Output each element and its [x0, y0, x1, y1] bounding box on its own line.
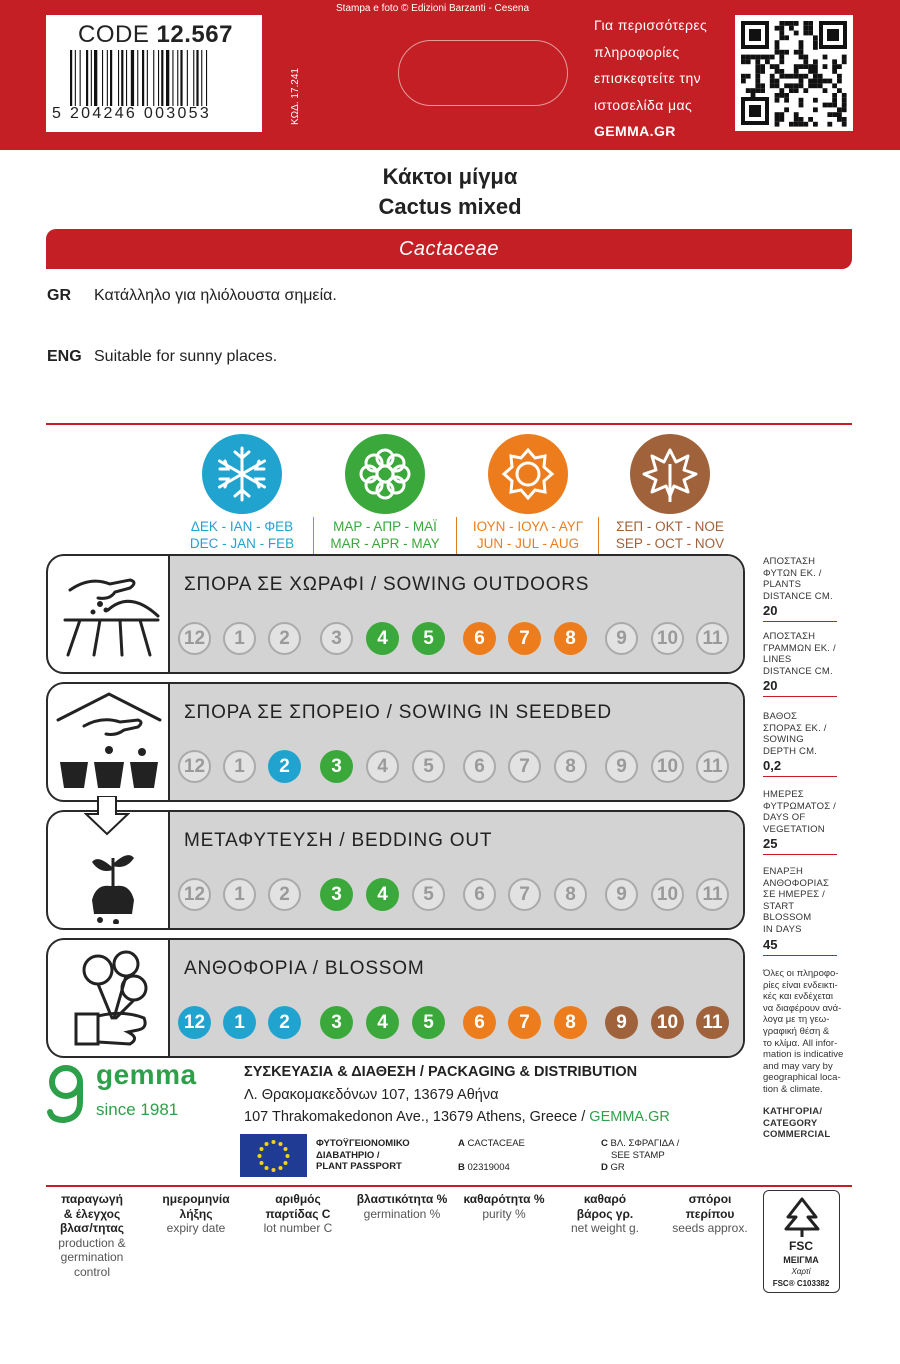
month-6: 6	[463, 622, 496, 655]
month-9: 9	[605, 622, 638, 655]
side-divider	[763, 696, 837, 697]
month-5: 5	[412, 1006, 445, 1039]
month-11: 11	[696, 878, 729, 911]
row-label: ΑΝΘΟΦΟΡΙΑ / BLOSSOM	[184, 958, 425, 979]
month-3: 3	[320, 878, 353, 911]
seedbed-icon	[54, 690, 164, 796]
month-5: 5	[412, 750, 445, 783]
side-info-value: 20	[763, 678, 778, 694]
month-9: 9	[605, 750, 638, 783]
blossom-icon	[68, 948, 158, 1052]
info-text: Για περισσότερες πληροφορίες επισκεφτείτε την ιστοσελίδα μας GEMMA.GR	[594, 17, 708, 139]
barcode	[70, 50, 256, 106]
side-info-value: 45	[763, 936, 778, 952]
month-6: 6	[463, 750, 496, 783]
sun-icon	[488, 434, 568, 514]
side-info-label: ΑΠΟΣΤΑΣΗ ΦΥΤΩΝ ΕΚ. / PLANTS DISTANCE CM.	[763, 556, 833, 602]
month-11: 11	[696, 750, 729, 783]
month-3: 3	[320, 1006, 353, 1039]
season-divider	[598, 517, 599, 557]
month-8: 8	[554, 750, 587, 783]
fine-print: Όλες οι πληροφο- ρίες είναι ενδεικτι- κές και ενδέχεται να διαφέρουν ανά- λογα με τη γεω- γραφική θέση & το κλίμα. All infor- mation is indicative and may vary by geographical loca- tion & climate.	[763, 968, 844, 1095]
qr-code[interactable]	[735, 15, 853, 131]
brand-since: since 1981	[96, 1100, 179, 1119]
side-divider	[763, 621, 837, 622]
month-1: 1	[223, 1006, 256, 1039]
row-label: ΜΕΤΑΦΥΤΕΥΣΗ / BEDDING OUT	[184, 830, 493, 851]
side-divider	[763, 955, 837, 956]
month-4: 4	[366, 750, 399, 783]
divider	[46, 1185, 852, 1187]
month-9: 9	[605, 1006, 638, 1039]
bottom-field: αριθμός παρτίδας C lot number C	[263, 1192, 333, 1235]
month-7: 7	[508, 750, 541, 783]
snowflake-icon	[202, 434, 282, 514]
side-divider	[763, 854, 837, 855]
row-sowing-seedbed	[46, 682, 745, 802]
month-8: 8	[554, 622, 587, 655]
season-divider	[313, 517, 314, 557]
flower-icon	[345, 434, 425, 514]
bottom-field: καθαρότητα % purity %	[463, 1192, 545, 1221]
barcode-number: 5 204246 003053	[52, 105, 212, 122]
side-info-value: 20	[763, 603, 778, 619]
month-10: 10	[651, 878, 684, 911]
passport-title: ΦΥΤΟΫΓΕΙΟΝΟΜΙΚΟ ΔΙΑΒΑΤΗΡΙΟ / PLANT PASSPORT	[316, 1138, 410, 1173]
month-2: 2	[268, 622, 301, 655]
packaging-title: ΣΥΣΚΕΥΑΣΙΑ & ΔΙΑΘΕΣΗ / PACKAGING & DISTRIBUTION	[244, 1064, 638, 1080]
title-english: Cactus mixed	[378, 194, 522, 219]
title-greek: Κάκτοι μίγμα	[382, 164, 518, 189]
brand-name: gemma	[96, 1059, 197, 1090]
month-2: 2	[268, 750, 301, 783]
row-label: ΣΠΟΡΑ ΣΕ ΧΩΡΑΦΙ / SOWING OUTDOORS	[184, 574, 590, 595]
lang-gr: GR	[47, 287, 71, 304]
fsc-mix: ΜΕΙΓΜΑ	[783, 1255, 819, 1265]
month-5: 5	[412, 878, 445, 911]
month-7: 7	[508, 878, 541, 911]
month-8: 8	[554, 878, 587, 911]
month-2: 2	[268, 878, 301, 911]
month-9: 9	[605, 878, 638, 911]
product-code: CODE 12.567	[78, 21, 233, 48]
address-greek: Λ. Θρακομακεδόνων 107, 13679 Αθήνα	[244, 1087, 499, 1103]
season-label-autumn: ΣΕΠ - ΟΚΤ - ΝΟΕ SEP - OCT - NOV	[615, 519, 725, 551]
month-8: 8	[554, 1006, 587, 1039]
month-2: 2	[268, 1006, 301, 1039]
gemma-logo-icon	[46, 1062, 88, 1126]
month-11: 11	[696, 622, 729, 655]
eu-flag-icon	[240, 1134, 307, 1177]
month-1: 1	[223, 622, 256, 655]
address-english: 107 Thrakomakedonon Ave., 13679 Athens, Greece / GEMMA.GR	[244, 1109, 670, 1125]
desc-gr: Κατάλληλο για ηλιόλουστα σημεία.	[94, 287, 337, 304]
month-7: 7	[508, 622, 541, 655]
month-3: 3	[320, 622, 353, 655]
fsc-code: FSC® C103382	[772, 1279, 830, 1288]
month-10: 10	[651, 622, 684, 655]
divider	[46, 423, 852, 425]
row-label: ΣΠΟΡΑ ΣΕ ΣΠΟΡΕΙΟ / SOWING IN SEEDBED	[184, 702, 612, 723]
month-12: 12	[178, 1006, 211, 1039]
side-info-value: 25	[763, 836, 778, 852]
category-box: ΚΑΤΗΓΟΡΙΑ/ CATEGORY COMMERCIAL	[763, 1106, 831, 1141]
bottom-field: παραγωγή & έλεγχος βλασ/τητας production & germination control	[58, 1192, 126, 1279]
side-info-label: ΑΠΟΣΤΑΣΗ ΓΡΑΜΜΩΝ ΕΚ. / LINES DISTANCE CM.	[763, 631, 836, 677]
month-1: 1	[223, 750, 256, 783]
month-1: 1	[223, 878, 256, 911]
season-label-summer: ΙΟΥΝ - ΙΟΥΛ - ΑΥΓ JUN - JUL - AUG	[472, 519, 584, 551]
family-name: Cactaceae	[398, 238, 500, 260]
row-bedding-out	[46, 810, 745, 930]
hanger-hole	[398, 40, 568, 106]
sowing-outdoors-icon	[60, 570, 160, 660]
passport-d: D GR	[601, 1162, 625, 1173]
month-6: 6	[463, 878, 496, 911]
month-11: 11	[696, 1006, 729, 1039]
arrow-down-icon	[84, 796, 130, 836]
row-sowing-outdoors	[46, 554, 745, 674]
fsc-paper: Χαρτί	[791, 1267, 811, 1276]
leaf-icon	[630, 434, 710, 514]
month-7: 7	[508, 1006, 541, 1039]
print-credit: Stampa e foto © Edizioni Barzanti - Cesena	[336, 3, 530, 14]
passport-b: B 02319004	[458, 1162, 510, 1173]
month-12: 12	[178, 622, 211, 655]
month-12: 12	[178, 750, 211, 783]
passport-a: A CACTACEAE	[458, 1138, 525, 1149]
month-10: 10	[651, 1006, 684, 1039]
month-12: 12	[178, 878, 211, 911]
side-divider	[763, 776, 837, 777]
side-info-label: ΕΝΑΡΞΗ ΑΝΘΟΦΟΡΙΑΣ ΣΕ ΗΜΕΡΕΣ / START BLOSSOM IN DAYS	[763, 866, 830, 935]
side-info-label: ΒΑΘΟΣ ΣΠΟΡΑΣ ΕΚ. / SOWING DEPTH CM.	[763, 711, 827, 757]
month-4: 4	[366, 1006, 399, 1039]
fsc-logo	[763, 1190, 840, 1293]
passport-c: C ΒΛ. ΣΦΡΑΓΙΔΑ / SEE STAMP	[601, 1138, 680, 1161]
season-divider	[456, 517, 457, 557]
bottom-field: ημερομηνία λήξης expiry date	[162, 1192, 230, 1235]
month-3: 3	[320, 750, 353, 783]
season-label-spring: ΜΑΡ - ΑΠΡ - ΜΑΪ MAR - APR - MAY	[330, 519, 440, 551]
bottom-field: σπόροι περίπου seeds approx.	[672, 1192, 748, 1235]
kod-number: ΚΩΔ. 17.241	[290, 68, 301, 125]
desc-eng: Suitable for sunny places.	[94, 348, 278, 365]
fsc-tree-icon	[782, 1197, 822, 1237]
month-10: 10	[651, 750, 684, 783]
website-link[interactable]: GEMMA.GR	[589, 1109, 670, 1125]
side-info-label: ΗΜΕΡΕΣ ΦΥΤΡΩΜΑΤΟΣ / DAYS OF VEGETATION	[763, 789, 836, 835]
lang-eng: ENG	[47, 348, 82, 365]
month-5: 5	[412, 622, 445, 655]
row-blossom	[46, 938, 745, 1058]
bottom-field: καθαρό βάρος γρ. net weight g.	[570, 1192, 640, 1235]
bottom-field: βλαστικότητα % germination %	[356, 1192, 448, 1221]
side-info-value: 0,2	[763, 758, 782, 774]
fsc-label: FSC	[789, 1239, 813, 1253]
season-label-winter: ΔΕΚ - ΙΑΝ - ΦΕΒ DEC - JAN - FEB	[189, 519, 295, 551]
month-4: 4	[366, 878, 399, 911]
month-4: 4	[366, 622, 399, 655]
month-6: 6	[463, 1006, 496, 1039]
